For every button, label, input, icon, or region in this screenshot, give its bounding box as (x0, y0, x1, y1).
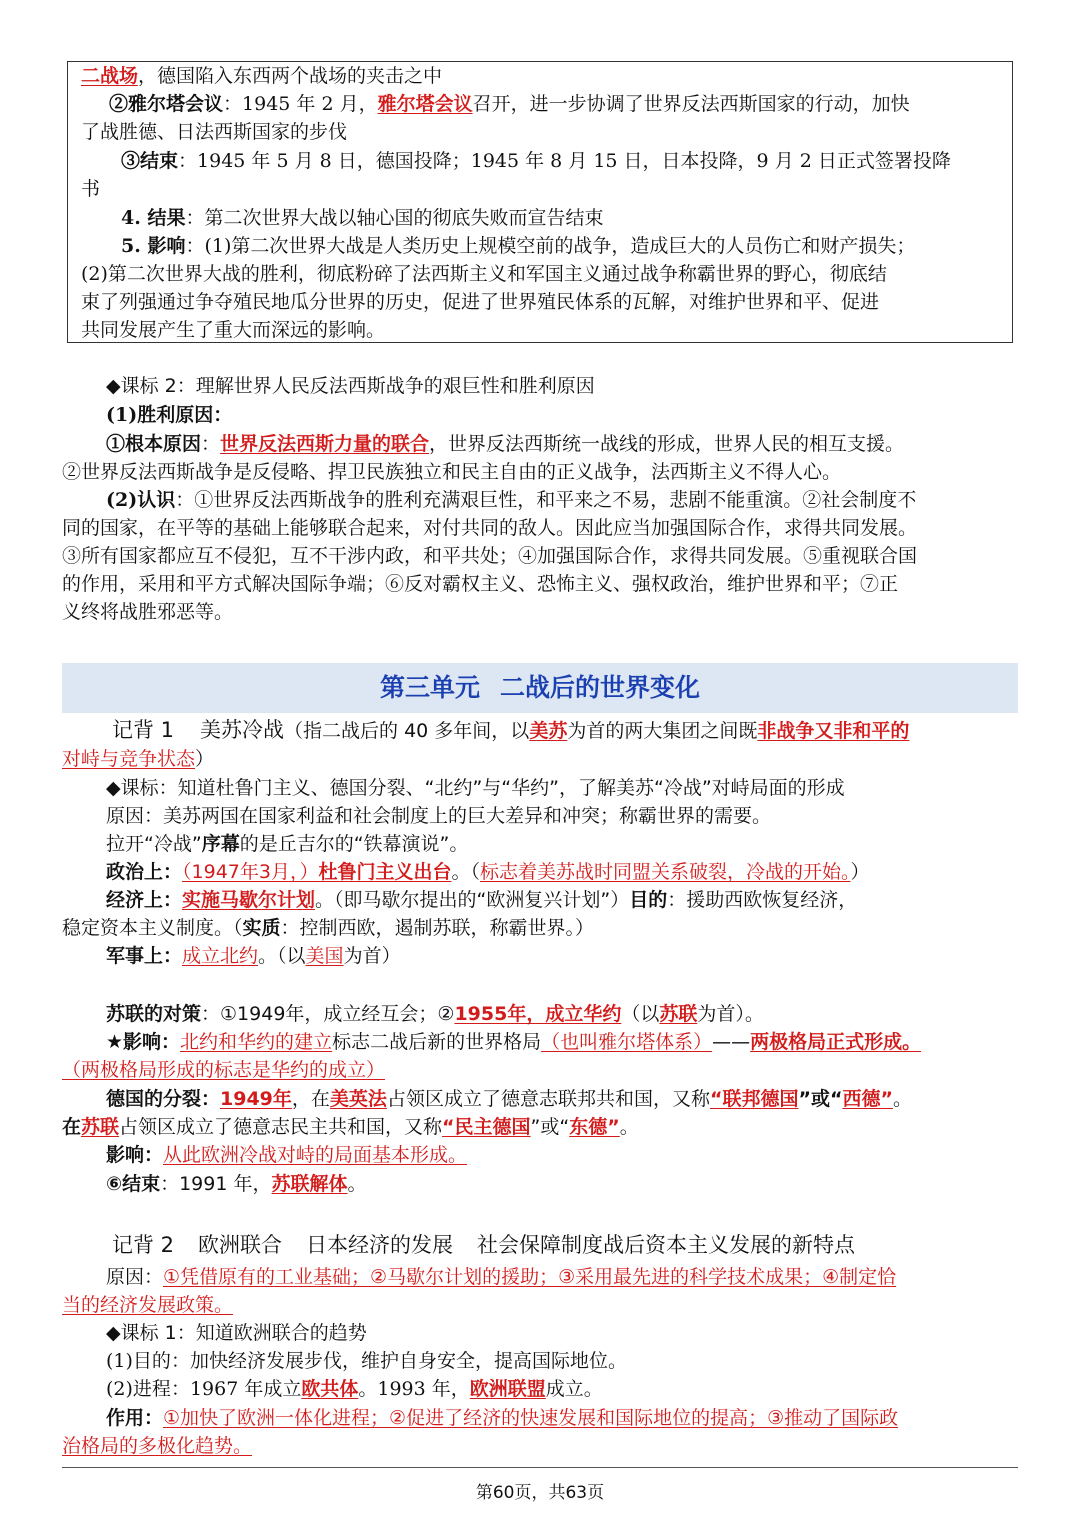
text-line: ②世界反法西斯战争是反侵略、捍卫民族独立和民主自由的正义战争，法西斯主义不得人心。 (62, 461, 842, 483)
standard-2-title: ◆课标 2：理解世界人民反法西斯战争的艰巨性和胜利原因 (106, 375, 595, 397)
text-line: 原因：①凭借原有的工业基础；②马歇尔计划的援助；③采用最先进的科学技术成果；④制定恰 (106, 1266, 897, 1288)
victory-reasons-heading: (1)胜利原因： (106, 404, 233, 426)
text-line: ①根本原因：世界反法西斯力量的联合，世界反法西斯统一战线的形成，世界人民的相互支援。 (106, 433, 905, 455)
text-line: 军事上：成立北约。（以美国为首） (106, 945, 401, 967)
text-line: 的作用，采用和平方式解决国际争端；⑥反对霸权主义、恐怖主义、强权政治，维护世界和平；⑦正 (62, 573, 899, 595)
text-line: 稳定资本主义制度。（实质：控制西欧，遏制苏联，称霸世界。） (62, 917, 595, 939)
text-line: 治格局的多极化趋势。 (62, 1435, 253, 1457)
box-line: 二战场，德国陷入东西两个战场的夹击之中 (81, 65, 443, 87)
box-line: 束了列强通过争夺殖民地瓜分世界的历史，促进了世界殖民体系的瓦解，对维护世界和平、促进 (81, 291, 880, 313)
text-line: 苏联的对策：①1949年，成立经互会；②1955年，成立华约（以苏联为首）。 (106, 1003, 764, 1025)
text-line: ★影响：北约和华约的建立标志二战后新的世界格局（也叫雅尔塔体系）——两极格局正式形成。 (106, 1031, 922, 1053)
box-line: 书 (81, 178, 101, 200)
standard-line: ◆课标 1：知道欧洲联合的趋势 (106, 1322, 367, 1344)
footer-divider (62, 1467, 1018, 1468)
memo-1-heading: 记背 1 美苏冷战（指二战后的 40 多年间，以美苏为首的两大集团之间既非战争又非和平的 (112, 718, 910, 742)
standard-line: ◆课标：知道杜鲁门主义、德国分裂、“北约”与“华约”，了解美苏“冷战”对峙局面的形成 (106, 777, 845, 799)
text-line: 原因：美苏两国在国家利益和社会制度上的巨大差异和冲突；称霸世界的需要。 (106, 805, 772, 827)
text-line: (1)目的：加快经济发展步伐，维护自身安全，提高国际地位。 (106, 1350, 627, 1372)
text-line: 政治上：（1947年3月，）杜鲁门主义出台。（标志着美苏战时同盟关系破裂，冷战的开始。） (106, 861, 870, 883)
unit-banner: 第三单元 二战后的世界变化 (62, 663, 1018, 713)
text-line: 影响：从此欧洲冷战对峙的局面基本形成。 (106, 1144, 468, 1166)
summary-box (67, 61, 1013, 343)
text-line: 同的国家，在平等的基础上能够联合起来，对付共同的敌人。因此应当加强国际合作，求得共同发展。 (62, 517, 918, 539)
text-line: (2)进程：1967 年成立欧共体。1993 年，欧洲联盟成立。 (106, 1378, 603, 1400)
page-number: 第60页，共63页 (475, 1483, 605, 1503)
text-line: ③所有国家都应互不侵犯，互不干涉内政，和平共处；④加强国际合作，求得共同发展。⑤重视联合国 (62, 545, 918, 567)
text-line: （两极格局形成的标志是华约的成立） (62, 1059, 386, 1081)
text-line: (2)认识：①世界反法西斯战争的胜利充满艰巨性，和平来之不易，悲剧不能重演。②社会制度不 (106, 489, 917, 511)
text-line: 当的经济发展政策。 (62, 1294, 234, 1316)
text-line: 作用：①加快了欧洲一体化进程；②促进了经济的快速发展和国际地位的提高；③推动了国际政 (106, 1407, 899, 1429)
box-line: 5. 影响：(1)第二次世界大战是人类历史上规模空前的战争，造成巨大的人员伤亡和财产损失； (121, 235, 916, 257)
text-line: 对峙与竞争状态） (62, 748, 215, 770)
box-line: ②雅尔塔会议：1945 年 2 月，雅尔塔会议召开，进一步协调了世界反法西斯国家的行动，加快 (109, 93, 910, 115)
text-line: 经济上：实施马歇尔计划。（即马歇尔提出的“欧洲复兴计划”）目的：援助西欧恢复经济， (106, 889, 858, 911)
text-line: 德国的分裂：1949年，在美英法占领区成立了德意志联邦共和国，又称“联邦德国”或“西德”。 (106, 1088, 912, 1110)
box-line: 了战胜德、日法西斯国家的步伐 (81, 121, 348, 143)
text-line: 义终将战胜邪恶等。 (62, 601, 234, 623)
box-line: 4. 结果：第二次世界大战以轴心国的彻底失败而宣告结束 (121, 207, 604, 229)
text-line: 拉开“冷战”序幕的是丘吉尔的“铁幕演说”。 (106, 833, 469, 855)
memo-2-heading: 记背 2 欧洲联合 日本经济的发展 社会保障制度战后资本主义发展的新特点 (112, 1233, 856, 1257)
box-line: ③结束：1945 年 5 月 8 日，德国投降；1945 年 8 月 15 日，日本投降，9 月 2 日正式签署投降 (121, 150, 951, 172)
box-line: (2)第二次世界大战的胜利，彻底粉碎了法西斯主义和军国主义通过战争称霸世界的野心，彻底结 (81, 263, 887, 285)
text-line: 在苏联占领区成立了德意志民主共和国，又称“民主德国”或“东德”。 (62, 1116, 639, 1138)
box-line: 共同发展产生了重大而深远的影响。 (81, 319, 386, 341)
text-line: ⑥结束：1991 年，苏联解体。 (106, 1173, 367, 1195)
